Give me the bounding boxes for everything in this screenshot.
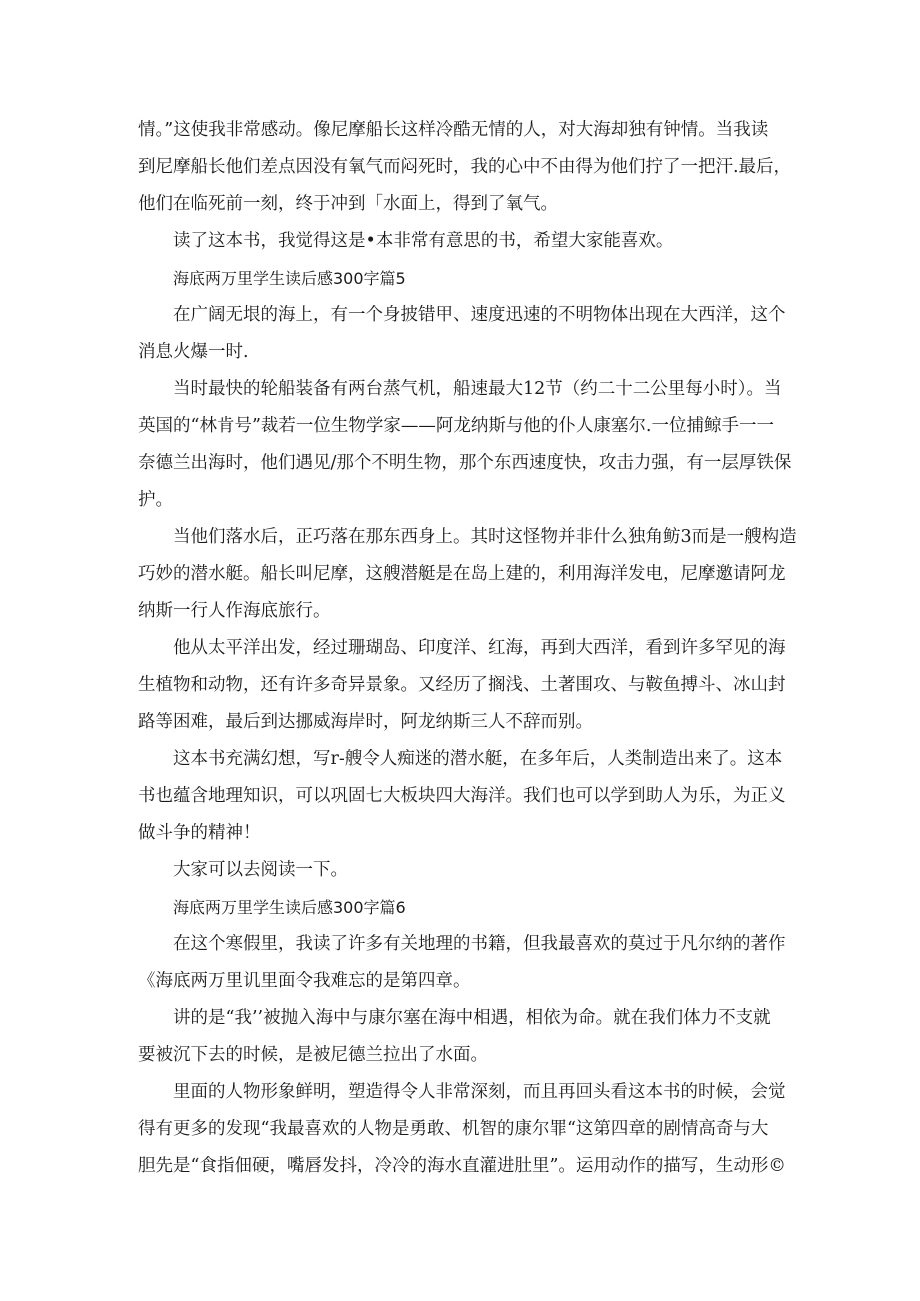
text-line: 英国的“林肯号”裁若一位生物学家——阿龙纳斯与他的仆人康塞尔.一位捕鲸手一一 [138, 416, 774, 436]
text-line: 当时最快的轮船装备有两台蒸气机，船速最大12节（约二十二公里每小时）。当 [173, 379, 782, 399]
section-heading: 海底两万里学生读后感300字篇5 [173, 269, 406, 288]
text-line: 路等困难，最后到达挪威海岸时，阿龙纳斯三人不辞而别。 [138, 712, 593, 732]
text-line: 在广阔无垠的海上，有一个身披错甲、速度迅速的不明物体出现在大西洋，这个 [173, 305, 786, 325]
text-line: 里面的人物形象鲜明，塑造得令人非常深刻，而且再回头看这本书的时候，会觉 [173, 1082, 786, 1102]
text-line: 读了这本书，我觉得这是•本非常有意思的书，希望大家能喜欢。 [173, 231, 674, 251]
text-line: 《海底两万里讥里面令我难忘的是第四章。 [138, 971, 471, 991]
text-line: 到尼摩船长他们差点因没有氧气而闷死时，我的心中不由得为他们拧了一把汗.最后， [138, 157, 792, 177]
text-line: 生植物和动物，还有许多奇异景象。又经历了搁浅、土著围攻、与鞍鱼搏斗、冰山封 [138, 675, 786, 695]
text-line: 奈德兰出海时，他们遇见/那个不明生物，那个东西速度快，攻击力强，有一层厚铁保 [138, 453, 792, 473]
text-line: 书也蕴含地理知识，可以巩固七大板块四大海洋。我们也可以学到助人为乐，为正义 [138, 786, 786, 806]
text-line: 他们在临死前一刻，终于冲到「水面上，得到了氧气。 [138, 194, 558, 214]
section-heading: 海底两万里学生读后感300字篇6 [173, 898, 406, 917]
text-line: 大家可以去阅读一下。 [173, 860, 348, 880]
text-line: 在这个寒假里，我读了许多有关地理的书籍，但我最喜欢的莫过于凡尔纳的著作 [173, 934, 786, 954]
text-line: 纳斯一行人作海底旅行。 [138, 601, 331, 621]
text-line: 这本书充满幻想，写r-艘令人痴迷的潜水艇，在多年后，人类制造出来了。这本 [173, 749, 783, 769]
text-line: 他从太平洋出发，经过珊瑚岛、印度洋、红海，再到大西洋，看到许多罕见的海 [173, 638, 786, 658]
text-line: 要被沉下去的时候，是被尼德兰拉出了水面。 [138, 1045, 488, 1065]
text-line: 得有更多的发现“我最喜欢的人物是勇敢、机智的康尔罪“这第四章的剧情高奇与大 [138, 1119, 769, 1139]
text-line: 当他们落水后，正巧落在那东西身上。其时这怪物并非什么独角鲂3而是一艘构造 [173, 527, 797, 547]
text-line: 做斗争的精神！ [138, 823, 261, 843]
text-line: 护。 [138, 490, 173, 510]
document-body [138, 112, 797, 1185]
text-line: 巧妙的潜水艇。船长叫尼摩，这艘潜艇是在岛上建的，利用海洋发电，尼摩邀请阿龙 [138, 564, 786, 584]
text-line: 消息火爆一时. [138, 342, 249, 362]
text-line: 讲的是“我’’被抛入海中与康尔塞在海中相遇，相依为命。就在我们体力不支就 [173, 1008, 771, 1028]
text-line: 胆先是“食指佃硬，嘴唇发抖，冷冷的海水直灌进肚里”。运用动作的描写，生动形© [138, 1156, 786, 1176]
text-line: 情。”这使我非常感动。像尼摩船长这样冷酷无情的人，对大海却独有钟情。当我读 [138, 120, 769, 140]
